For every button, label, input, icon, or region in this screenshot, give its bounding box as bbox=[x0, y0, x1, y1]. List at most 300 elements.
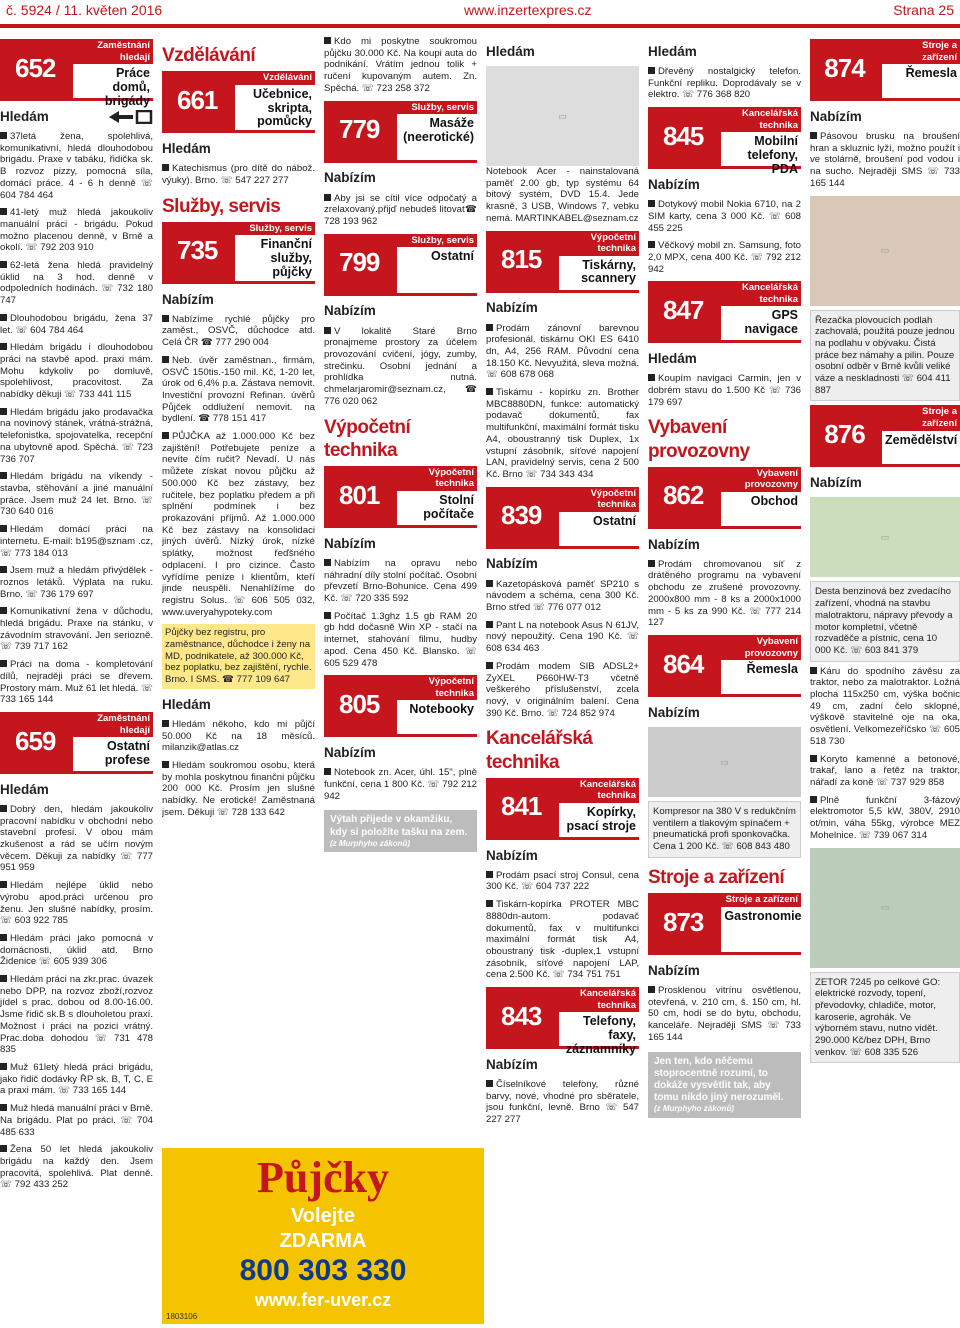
section-number: 801 bbox=[338, 479, 380, 510]
ad-text: Jsem muž a hledám přivýdělek - roznos letáků. Výplata na ruku. Brno. ☏ 736 179 697 bbox=[0, 565, 153, 600]
tag-label: Nabízím bbox=[324, 535, 376, 551]
ad-text: PŮJČKA až 1.000.000 Kč bez zajištění! Potřebujete peníze a nevíte čím ručit? Nevadí. U nás můžete získat novou půjčku až 500.000 Kč bez zástavy, bez ručitele, bez poplatku předem a při splnění podmínek i bez prokazování příjmů. Až 1.000.000 Kč bez zástavy na konsolidaci jiných úvěrů. Nízký úrok, nízké splátky, možnost řeďšného odplacení. I pro cizince. Často vyřídíme peníze i klientům, kteří jinde neuspěli. Nenahlížíme do registru Solus. ☏ 606 505 032, www.uveryahypoteky.com bbox=[162, 431, 315, 618]
section-number: 847 bbox=[662, 294, 704, 325]
section-841 bbox=[486, 778, 639, 840]
tag-row bbox=[0, 780, 153, 800]
section-subcategory: Řemesla bbox=[905, 66, 957, 81]
bullet bbox=[0, 881, 7, 888]
photo-caption: Kompresor na 380 V s redukčním ventilem a tlakovým spínačem + pneumatická profi sponkovačka. Cena 1 200 Kč. ☏ 608 843 480 bbox=[648, 801, 801, 858]
ad-list-652 bbox=[0, 131, 153, 706]
section-845 bbox=[648, 107, 801, 176]
ad-text: Hledám někoho, kdo mi půjčí 50.000 Kč na 18 měsíců. milanzik@atlas.cz bbox=[162, 718, 315, 754]
bullet bbox=[810, 755, 817, 762]
tag-row bbox=[648, 961, 801, 981]
ad-list-839 bbox=[486, 579, 639, 720]
column-5 bbox=[648, 36, 801, 1326]
section-category: Výpočetní technika bbox=[559, 231, 639, 256]
ad-text: Káru do spodního závěsu za traktor, nebo za malotraktor. Ložná plocha 115x250 cm, výška bočnic 49 cm, zadní čelo sklopné, výškově stavitelné oje na oka, osvětlení. Velkomezeříčsko ☏ 605 518 730 bbox=[810, 665, 960, 747]
bullet bbox=[0, 343, 7, 350]
section-category: Stroje a zařízení bbox=[721, 893, 801, 907]
ad-text: 41-letý muž hledá jakoukoliv manuální práci - brigádu. Pokud možno placenou denně, v Brně a okolí. ☏ 792 203 910 bbox=[0, 207, 153, 254]
bullet bbox=[324, 612, 331, 619]
tag-row bbox=[810, 473, 960, 493]
ad-item bbox=[0, 407, 153, 466]
section-subcategory: Ostatní bbox=[592, 513, 636, 528]
section-801 bbox=[324, 466, 477, 528]
tag-label: Hledám bbox=[162, 140, 211, 156]
ad-text: Nabízím na opravu nebo náhradní díly stolní počítač. Osobní převzetí Brno-Bohunice. Cena 499 Kč. ☏ 720 335 592 bbox=[324, 557, 477, 604]
section-815 bbox=[486, 231, 639, 293]
quote-source: (z Murphyho zákonů) bbox=[330, 838, 410, 848]
section-659 bbox=[0, 712, 153, 774]
ad-list-659 bbox=[0, 804, 153, 1191]
section-number: 839 bbox=[500, 500, 542, 531]
section-number: 815 bbox=[500, 244, 542, 275]
ad-text: Věčkový mobil zn. Samsung, foto 2,0 MPX, cena 400 Kč. ☏ 792 212 942 bbox=[648, 240, 801, 275]
ad-text: Komunikativní žena v důchodu, hledá brigádu. Praxe na stánku, v závodním stravování. Jen seriozně. ☏ 739 717 162 bbox=[0, 606, 153, 653]
section-subcategory: Učebnice, skripta, pomůcky bbox=[252, 86, 312, 129]
section-874 bbox=[810, 39, 960, 101]
bullet bbox=[162, 315, 169, 322]
ad-item bbox=[324, 767, 477, 802]
ad-list-841 bbox=[486, 870, 639, 981]
section-subcategory: Stolní počítače bbox=[423, 493, 474, 521]
tag-label: Nabízím bbox=[324, 303, 376, 319]
tag-label: Nabízím bbox=[648, 176, 700, 192]
tag-row bbox=[486, 555, 639, 575]
section-843 bbox=[486, 987, 639, 1056]
bullet bbox=[486, 324, 493, 331]
ad-text: Dřevěný nostalgický telefon. Funkční repliku. Doprodávaly se v elektro. ☏ 776 368 820 bbox=[648, 66, 801, 101]
section-subcategory: GPS navigace bbox=[744, 308, 798, 337]
header-rule bbox=[0, 24, 960, 28]
ad-item bbox=[0, 659, 153, 706]
section-category: Stroje a zařízení bbox=[882, 39, 960, 64]
ad-item bbox=[324, 611, 477, 670]
section-title: Kancelářská technika bbox=[486, 728, 593, 773]
banner-headline: Půjčky bbox=[257, 1152, 389, 1202]
ad-item bbox=[810, 795, 960, 842]
bullet bbox=[0, 314, 7, 321]
ad-text: Prodám zánovní barevnou profesionál. tiskárnu OKI ES 6410 dn, A4, 256 RAM. Původní cena 18.150 Kč. Nevyužitá, sleva možná. ☏ 608 678 068 bbox=[486, 322, 639, 381]
ad-text: Počítač 1.3ghz 1.5 gb RAM 20 gb hdd dočasně Win XP - stačí na internet, stahování filmu, hudby apod. Cena 450 Kč. Blansko. ☏ 605 529 478 bbox=[324, 610, 477, 669]
ad-item bbox=[648, 373, 801, 408]
bullet bbox=[0, 1104, 7, 1111]
ad-item bbox=[486, 870, 639, 893]
section-category: Vybavení provozovny bbox=[721, 635, 801, 660]
section-number: 652 bbox=[14, 52, 56, 83]
page-number: Strana 25 bbox=[893, 2, 954, 19]
bullet bbox=[486, 388, 493, 395]
section-number: 845 bbox=[662, 120, 704, 151]
ad-item bbox=[0, 313, 153, 336]
section-title: Výpočetní technika bbox=[324, 416, 411, 461]
ad-item bbox=[162, 760, 315, 819]
ad-item bbox=[648, 559, 801, 629]
bullet bbox=[162, 432, 169, 439]
ad-item bbox=[0, 974, 153, 1056]
ad-text: Pásovou brusku na broušení hran a skluznic lyží, možno použít i ve stolárně, broušení pod vodou i na sucho. Nejraději SMS ☏ 733 165 144 bbox=[810, 131, 960, 189]
ad-list-845 bbox=[648, 199, 801, 275]
section-subcategory: Mobilní telefony, PDA bbox=[747, 134, 798, 176]
ad-item bbox=[324, 36, 477, 95]
ad-text: Neb. úvěr zaměstnan., firmám, OSVČ 150tis.-150 mil. Kč, 1-20 let, úrok od 6,4% p.a. Zástava nemovit. Investiční provozní Refinan. úvěrů Půjček oddlužení nemovit. na bydlení. ☎ 778 151 417 bbox=[162, 354, 315, 425]
photo-caption: Řezačka plovoucích podlah zachovalá, použitá pouze jednou na podlahu v obývaku. Čistá práce bez námahy a pilin. Pouze osobní odběr v Brně kvůli veliké váze a neskladnosti ☏ 604 411 887 bbox=[810, 310, 960, 402]
section-847 bbox=[648, 281, 801, 343]
section-873 bbox=[648, 893, 801, 955]
ad-text: Prosklenou vitrínu osvětlenou, otevřená, v. 210 cm, š. 150 cm, hl. 50 cm, hodí se do bytu, obchodu, kanceláře. Nejraději SMS ☏ 733 165 144 bbox=[648, 984, 801, 1043]
laptop-photo: ▭ bbox=[486, 66, 639, 166]
section-category: Vzdělávání bbox=[235, 71, 315, 85]
ad-list-815 bbox=[486, 323, 639, 481]
ad-text: Práci na doma - kompletování dílů, nejraději práci se dřevem. Prostory mám. Muž 61 let hledá. ☏ 733 165 144 bbox=[0, 659, 153, 706]
section-876 bbox=[810, 405, 960, 467]
ad-item bbox=[0, 606, 153, 653]
tag-label: Nabízím bbox=[648, 704, 700, 720]
ad-item bbox=[0, 1144, 153, 1191]
bullet bbox=[486, 871, 493, 878]
section-subcategory: Ostatní profese bbox=[104, 739, 150, 767]
quote-box bbox=[324, 810, 477, 852]
tag-label: Nabízím bbox=[162, 291, 214, 307]
bullet bbox=[0, 408, 7, 415]
tag-row bbox=[162, 695, 315, 715]
bullet bbox=[0, 975, 7, 982]
ad-item bbox=[648, 240, 801, 275]
section-category: Výpočetní technika bbox=[397, 675, 477, 700]
section-subcategory: Masáže (neerotické) bbox=[403, 116, 474, 144]
section-number: 735 bbox=[176, 235, 218, 266]
bullet bbox=[0, 132, 7, 139]
bullet bbox=[486, 900, 493, 907]
ad-list-hledam bbox=[162, 719, 315, 819]
section-category: Kancelářská technika bbox=[721, 281, 801, 306]
ad-item bbox=[648, 199, 801, 234]
section-864 bbox=[648, 635, 801, 697]
tag-label: Nabízím bbox=[810, 475, 862, 491]
section-number: 659 bbox=[14, 725, 56, 756]
banner-code: 1803106 bbox=[166, 1311, 198, 1321]
section-number: 779 bbox=[338, 114, 380, 145]
bullet bbox=[0, 934, 7, 941]
section-category: Výpočetní technika bbox=[397, 466, 477, 491]
bullet bbox=[0, 261, 7, 268]
ad-text: Plně funkční 3-fázový elektromotor 5,5 kW, 380V, 2910 ot/min, váha 55kg, výrobce MEZ Mohelnice. ☏ 739 067 314 bbox=[810, 794, 960, 841]
section-category: Služby, servis bbox=[397, 101, 477, 115]
column-3 bbox=[324, 36, 477, 1041]
section-number: 841 bbox=[500, 791, 542, 822]
ad-item bbox=[0, 565, 153, 600]
loan-banner bbox=[162, 1148, 484, 1324]
ad-text: Hledám práci na zkr.prac. úvazek nebo DPP, na rozvoz zboží,rozvoz jídel s prac. dobou od 8.00-16.00. Jsme řidič sk.B s dlouholetou praxí. Možnost i práci na pozici vrátný. Prac.doba dohodou ☏ 731 478 835 bbox=[0, 974, 153, 1056]
website[interactable]: www.inzertexpres.cz bbox=[463, 2, 592, 19]
section-category: Zaměstnání hledají bbox=[73, 712, 153, 737]
tag-label: Hledám bbox=[0, 781, 49, 797]
banner-phone[interactable]: 800 303 330 bbox=[239, 1254, 407, 1288]
ad-item bbox=[0, 524, 153, 559]
ad-item bbox=[0, 804, 153, 874]
bullet bbox=[324, 559, 331, 566]
bullet bbox=[486, 580, 493, 587]
quote-text: Jen ten, kdo něčemu stoprocentně rozumí, to dokáže vysvětlit tak, aby tomu nikdo jiný nerozuměl. bbox=[654, 1055, 784, 1104]
section-number: 843 bbox=[500, 1000, 542, 1031]
section-subcategory: Finanční služby, půjčky bbox=[260, 237, 312, 279]
ad-text: Hledám nejlépe úklid nebo výrobu apod.práci určenou pro ženu. Jen slušné nabídky, prosím. ☏ 603 922 785 bbox=[0, 880, 153, 927]
ad-item bbox=[0, 880, 153, 927]
ad-item bbox=[0, 471, 153, 518]
tag-label: Hledám bbox=[486, 43, 535, 59]
tag-label: Nabízím bbox=[810, 108, 862, 124]
ad-text: Prodám modem SIB ADSL2+ ZyXEL P660HW-T3 včetně veškerého příslušenství, zcela nový, v originálním balení. Cena 390 Kč. Brno. ☏ 724 852 974 bbox=[486, 660, 639, 719]
section-839 bbox=[486, 487, 639, 549]
tag-row bbox=[162, 290, 315, 310]
tag-label: Hledám bbox=[648, 351, 697, 367]
section-category: Stroje a zařízení bbox=[882, 405, 960, 430]
ad-text: Koryto kamenné a betonové, trakař, lano a řetěz na traktor, nářadí za koně ☏ 737 929 858 bbox=[810, 753, 960, 788]
bullet bbox=[0, 472, 7, 479]
section-subcategory: Řemesla bbox=[746, 662, 798, 677]
tag-row bbox=[162, 139, 315, 159]
bullet bbox=[0, 208, 7, 215]
section-subcategory: Zemědělství bbox=[885, 432, 958, 447]
ad-item bbox=[162, 719, 315, 754]
ad-text: Koupím navigaci Carmin, jen v dobrém stavu do 1.500 Kč ☏ 736 179 697 bbox=[648, 373, 801, 408]
section-number: 874 bbox=[824, 52, 865, 83]
banner-call: Volejte bbox=[290, 1205, 356, 1228]
ad-text: Kazetopásková paměť SP210 s návodem a schéma, cena 300 Kč. Brno střed ☏ 776 077 012 bbox=[486, 578, 639, 614]
section-subcategory: Tiskárny, scannery bbox=[581, 257, 636, 286]
tractor-part-photo: ▭ bbox=[810, 497, 960, 577]
section-title: Služby, servis bbox=[162, 195, 281, 217]
ad-text: Hledám domácí práci na internetu. E-mail: b195@sznam .cz, ☏ 773 184 013 bbox=[0, 524, 153, 559]
bullet bbox=[648, 241, 655, 248]
ad-text: Tiskárn-kopírka PROTER MBC 8880dn-autom. podavač dokumentů, fax v multifunkci maximální formát tisk A4, oboustraný tisk -duplex,1 vstupní zásobník, síťové napojení LAP, cena 2.500 Kč. ☏ 734 751 751 bbox=[486, 899, 639, 981]
ad-text: Žena 50 let hledá jakoukoliv brigádu na každý den. Jsem pracovitá, spolehlivá. Plat denně. ☏ 792 433 252 bbox=[0, 1144, 153, 1191]
ad-text: Hledám práci jako pomocná v domácnosti, úklid atd. Brno Židenice ☏ 605 939 306 bbox=[0, 932, 153, 968]
column-4 bbox=[486, 36, 639, 1326]
column-2 bbox=[162, 36, 315, 1146]
quote-source: (z Murphyho zákonů) bbox=[654, 1104, 734, 1114]
section-subcategory: Gastronomie bbox=[724, 908, 801, 923]
section-subcategory: Telefony, faxy, záznamníky bbox=[565, 1014, 636, 1056]
bullet bbox=[648, 200, 655, 207]
ad-list-876 bbox=[810, 666, 960, 842]
bullet bbox=[0, 1063, 7, 1070]
ad-text: Dotykový mobil Nokia 6710, na 2 SIM karty, cena 3 000 Kč. ☏ 608 455 225 bbox=[648, 199, 801, 234]
bullet bbox=[0, 1145, 7, 1152]
section-805 bbox=[324, 675, 477, 737]
ad-text: Nabízíme rychlé půjčky pro zaměst., OSVČ, důchodce atd. Celá ČR ☎ 777 290 004 bbox=[162, 313, 315, 349]
section-735 bbox=[162, 222, 315, 284]
section-title: Stroje a zařízení bbox=[648, 866, 785, 888]
ad-item bbox=[0, 342, 153, 401]
ad-item bbox=[0, 1103, 153, 1138]
section-category: Zaměstnání hledají bbox=[73, 39, 153, 64]
bullet bbox=[810, 796, 817, 803]
ad-item bbox=[0, 1062, 153, 1097]
ad-item bbox=[324, 193, 477, 228]
bullet bbox=[0, 525, 7, 532]
ad-list-735 bbox=[162, 314, 315, 619]
section-subcategory: Obchod bbox=[750, 493, 798, 508]
ad-item bbox=[162, 355, 315, 425]
ad-item: Notebook Acer - nainstalovaná paměť 2.00 gb, typ systému 64 bitový systém, DVD 15.4. Jede krasně, 3 USB, Windows 7, vebku nemá. MARTINKABEL@seznam.cz bbox=[486, 166, 639, 224]
tag-row bbox=[486, 42, 639, 62]
ad-item bbox=[486, 579, 639, 614]
ad-item bbox=[486, 387, 639, 481]
ad-item bbox=[0, 260, 153, 307]
ad-text: Notebook zn. Acer, úhl. 15", plně funkční, cena 1 800 Kč. ☏ 792 212 942 bbox=[324, 767, 477, 802]
ad-item bbox=[162, 163, 315, 186]
tag-label: Nabízím bbox=[486, 847, 538, 863]
grinder-photo: ▭ bbox=[810, 196, 960, 306]
ad-text: Hledám soukromou osobu, která by mohla poskytnou finančni půjčku 200 000 Kč. Prosím jen slušné nabídky. Ne erotické! Zaměstnaná jsem. Děkuji ☏ 728 133 642 bbox=[162, 759, 315, 818]
ad-item bbox=[486, 620, 639, 655]
tag-row bbox=[486, 299, 639, 319]
section-category: Vybavení provozovny bbox=[721, 467, 801, 492]
section-779 bbox=[324, 101, 477, 163]
compressor-photo: ▭ bbox=[648, 727, 801, 797]
page-header bbox=[0, 0, 960, 22]
tag-row bbox=[648, 703, 801, 723]
ad-item bbox=[486, 899, 639, 981]
column-1 bbox=[0, 36, 153, 1326]
ad-item bbox=[162, 314, 315, 349]
section-subcategory: Práce domů, brigády bbox=[104, 66, 150, 108]
bullet bbox=[486, 662, 493, 669]
section-subcategory: Notebooky bbox=[409, 702, 474, 717]
banner-free: ZDARMA bbox=[279, 1229, 367, 1252]
quote-box bbox=[648, 1052, 801, 1119]
ad-text: Aby jsi se cítil více odpočatý a zrelaxovaný.přijď nebudeš litovat☎ 728 193 962 bbox=[324, 192, 477, 227]
section-category: Služby, servis bbox=[235, 222, 315, 236]
ad-item bbox=[324, 326, 477, 408]
section-661 bbox=[162, 71, 315, 133]
tag-label: Nabízím bbox=[486, 1056, 538, 1072]
tag-row bbox=[324, 169, 477, 189]
ad-list-801 bbox=[324, 558, 477, 669]
section-862 bbox=[648, 467, 801, 529]
ad-text: Hledám brigádu jako prodavačka na novinový stánek, vrátná-strážná, telefonistka, spojovatelka, recepční na ubytovně apod. Spěchá. ☏ 723 736 707 bbox=[0, 406, 153, 465]
ad-item bbox=[810, 666, 960, 748]
ad-item bbox=[810, 754, 960, 789]
tag-row bbox=[648, 535, 801, 555]
section-652 bbox=[0, 39, 153, 108]
section-category: Výpočetní technika bbox=[559, 487, 639, 512]
ad-text: Dlouhodobou brigádu, žena 37 let. ☏ 604 784 464 bbox=[0, 312, 153, 336]
section-number: 864 bbox=[662, 648, 704, 679]
ad-text: Číselníkové telefony, různé barvy, nové, vhodné pro sběratele, jsou funkční, levně. Brno ☏ 547 227 277 bbox=[486, 1079, 639, 1126]
ad-item bbox=[810, 131, 960, 190]
ad-text: V lokalitě Staré Brno pronajmeme prostory za účelem provozování cvičení, jógy, zumby, strečinku. Osobní jednání a prohlídka nutná. chmelarjaromir@seznam.cz, ☎ 776 020 062 bbox=[324, 325, 477, 407]
section-title: Vybavení provozovny bbox=[648, 417, 750, 462]
section-number: 799 bbox=[338, 247, 380, 278]
ad-text: Muž hledá manuální práci v Brně. Na brigádu. Plat po práci. ☏ 704 485 633 bbox=[0, 1103, 153, 1138]
section-799 bbox=[324, 234, 477, 296]
bullet bbox=[0, 805, 7, 812]
ad-text: Hledám brigádu i dlouhodobou práci na stavbě apod. praxi mám. Mohu kdykoliv po domluvě, spolehlivost, pracovitost. Za nabídky děkuji ☏ 733 441 115 bbox=[0, 342, 153, 401]
banner-url[interactable]: www.fer-uver.cz bbox=[254, 1289, 392, 1310]
section-number: 661 bbox=[176, 84, 218, 115]
tag-row bbox=[810, 107, 960, 127]
ad-text: 62-letá žena hledá pravidelný úklid na 3 hod. denně v odpoledních hodinách. ☏ 732 180 747 bbox=[0, 260, 153, 307]
section-category: Kancelářská technika bbox=[721, 107, 801, 132]
tag-label: Hledám bbox=[648, 43, 697, 59]
column-6 bbox=[810, 36, 960, 1326]
bullet bbox=[162, 720, 169, 727]
tag-label: Nabízím bbox=[324, 170, 376, 186]
bullet bbox=[0, 566, 7, 573]
ad-item bbox=[162, 431, 315, 618]
tag-label: Hledám bbox=[162, 696, 211, 712]
tag-row bbox=[324, 534, 477, 554]
bullet bbox=[162, 761, 169, 768]
ad-text: Muž 61letý hledá práci brigádu, jako řidič dodávky ŘP sk. B, T, C, E a praxi mám. ☏ 733 165 144 bbox=[0, 1062, 153, 1097]
quote-text: Výtah přijede v okamžiku, kdy si položíte tašku na zem. bbox=[330, 814, 468, 838]
ad-text: Dobrý den, hledám jakoukoliv pracovní nabídku v obchodní nebo stavební profesi. V obou mám zkušenost a rád se učím novým věcem. Děkuji za nabídky ☏ 777 951 959 bbox=[0, 803, 153, 874]
tag-row bbox=[324, 302, 477, 322]
section-subcategory: Kopírky, psací stroje bbox=[566, 804, 636, 833]
ad-item bbox=[0, 207, 153, 254]
bullet bbox=[0, 607, 7, 614]
ad-text: Katechismus (pro dítě do nábož. výuky). Brno. ☏ 547 227 277 bbox=[162, 163, 315, 186]
ad-item bbox=[0, 933, 153, 968]
bullet bbox=[0, 660, 7, 667]
ad-item bbox=[648, 985, 801, 1044]
highlight-ad: Půjčky bez registru, pro zaměstnance, důchodce i ženy na MD, podnikatele, až 300.000 Kč, bez poplatku, bez zajištění, rychle. Brno. I SMS. ☎ 777 109 647 bbox=[162, 624, 315, 689]
key-icon bbox=[109, 110, 153, 124]
tag-label: Nabízím bbox=[648, 962, 700, 978]
ad-text: Prodám psací stroj Consul, cena 300 Kč. ☏ 604 737 222 bbox=[486, 869, 639, 893]
ad-item bbox=[486, 661, 639, 720]
ad-item bbox=[486, 1079, 639, 1126]
section-number: 805 bbox=[338, 688, 380, 719]
tag-row bbox=[648, 349, 801, 369]
ad-item bbox=[0, 131, 153, 201]
ad-item bbox=[324, 558, 477, 605]
ad-text: Tiskárnu - kopírku zn. Brother MBC8880DN, funkce: automatický podavač dokumentů, fax multifunkční, maximální formát tisku A4, oboustranný tisk Duplex, 1x vstupní zásobník, síťové napojení LAN, pravidelný servis, cena 2 500 Kč. Brno ☏ 734 343 434 bbox=[486, 387, 639, 480]
photo-caption: ZETOR 7245 po celkové GO: elektrické rozvody, topení, převodovky, chladiče, motor, karoserie, agrohák. Ve výborném stavu, nutno vidět. 290.000 Kč/bez DPH, Brno venkov. ☏ 608 335 526 bbox=[810, 972, 960, 1064]
section-category: Kancelářská technika bbox=[559, 778, 639, 803]
bullet bbox=[162, 356, 169, 363]
bullet bbox=[486, 621, 493, 628]
section-subcategory: Ostatní bbox=[430, 249, 474, 264]
tag-label: Nabízím bbox=[486, 556, 538, 572]
tag-label: Nabízím bbox=[648, 536, 700, 552]
tag-row bbox=[486, 846, 639, 866]
tag-label: Nabízím bbox=[324, 744, 376, 760]
section-category: Kancelářská technika bbox=[559, 987, 639, 1012]
ad-text: Prodám chromovanou síť z drátěného programu na vybavení obchodu ze zrušené provozovny. 2000x800 mm - 8 ks a 2000x1000 mm - 5 ks za 990 Kč. ☏ 777 214 127 bbox=[648, 558, 801, 629]
tag-row bbox=[324, 743, 477, 763]
section-category: Služby, servis bbox=[397, 234, 477, 248]
tractor-photo: ▭ bbox=[810, 848, 960, 968]
tag-row bbox=[648, 42, 801, 62]
ad-item bbox=[486, 323, 639, 382]
tag-label: Hledám bbox=[0, 108, 49, 124]
ad-text: Kdo mi poskytne soukromou půjčku 30.000 Kč. Na koupi auta do podnikání. Vrátím jednou tolik + ručení kupovaným autem. Zn. Spěchá. ☏ 723 258 372 bbox=[324, 36, 477, 94]
tag-label: Nabízím bbox=[486, 300, 538, 316]
section-number: 862 bbox=[662, 480, 704, 511]
section-title: Vzdělávání bbox=[162, 45, 256, 66]
ad-text: Pant L na notebook Asus N 61JV, nový nepoužitý. Cena 190 Kč. ☏ 608 634 463 bbox=[486, 619, 639, 655]
ad-item bbox=[648, 66, 801, 101]
section-number: 876 bbox=[824, 419, 865, 450]
bullet bbox=[810, 667, 817, 674]
photo-caption: Desta benzinová bez zvedacího zařízení, vhodná na stavbu malotraktoru, nápravy převody a motor kompletní, včetně rozvaděče a pístnic, cena 10 000 Kč. ☏ 603 841 379 bbox=[810, 581, 960, 661]
section-number: 873 bbox=[662, 906, 704, 937]
ad-text: Hledám brigádu na víkendy - stavba, stěhování a jiné manuální práce. Jsem muž 24 let. Brno. ☏ 730 640 016 bbox=[0, 471, 153, 518]
